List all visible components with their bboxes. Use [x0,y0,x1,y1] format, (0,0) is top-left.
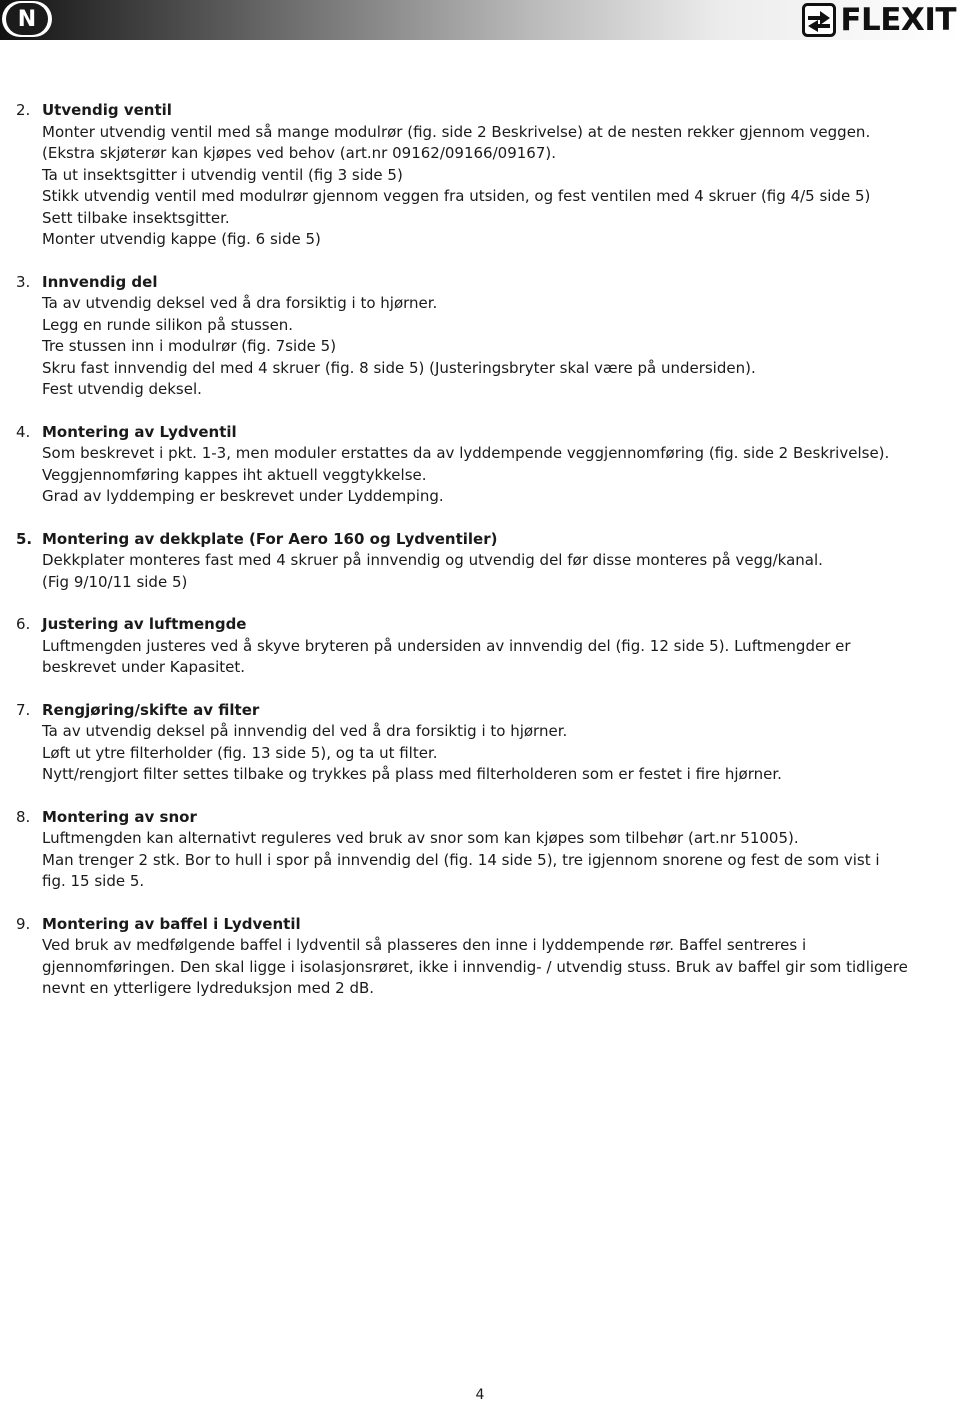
body-line: Ta av utvendig deksel på innvendig del ved å dra forsiktig i to hjørner. [42,722,568,740]
body-line: Luftmengden justeres ved å skyve bryteren på undersiden av innvendig del (fig. 12 side 5). Luftmengder er [42,636,851,655]
section-title: Montering av snor [42,807,197,826]
flexit-arrow-logo-icon [802,3,836,37]
body-line: Tre stussen inn i modulrør (fig. 7side 5) [42,337,337,355]
body-line: (Ekstra skjøterør kan kjøpes ved behov (art.nr 09162/09166/09167). [42,144,556,162]
body-line: Dekkplater monteres fast med 4 skruer på innvendig og utvendig del før disse monteres på vegg/kanal. [42,551,823,569]
body-line: Monter utvendig kappe (fig. 6 side 5) [42,230,321,248]
section-number: 4. [16,422,31,441]
page-number: 4 [475,1387,485,1403]
section-rengjoring-filter [16,700,956,786]
section-heading [16,422,956,444]
body-line: fig. 15 side 5. [42,872,145,890]
flexit-logo [802,3,956,37]
section-title: Justering av luftmengde [42,615,247,633]
body-line: Sett tilbake insektsgitter. [42,208,230,227]
section-title: Montering av baffel i Lydventil [42,914,301,933]
language-badge [2,1,52,37]
body-line: Ta ut insektsgitter i utvendig ventil (fig 3 side 5) [42,165,403,184]
body-line: (Fig 9/10/11 side 5) [42,572,188,591]
body-line: Ved bruk av medfølgende baffel i lydventil så plasseres den inne i lyddempende rør. Baffel sentreres i [42,936,807,954]
section-utvendig-ventil [16,100,956,251]
body-line: Stikk utvendig ventil med modulrør gjennom veggen fra utsiden, og fest ventilen med 4 skruer (fig 4/5 side 5) [42,187,871,205]
section-montering-baffel [16,914,956,1000]
section-heading [16,614,956,636]
section-title: Montering av Lydventil [42,422,237,441]
logo-text: FLEXIT [840,2,956,38]
header-bar [0,0,960,40]
section-number: 9. [16,914,31,933]
section-heading [16,529,956,551]
section-heading [16,100,956,122]
body-line: Som beskrevet i pkt. 1-3, men moduler erstattes da av lyddempende veggjennomføring (fig. side 2 Beskrivelse). [42,444,890,462]
section-title: Innvendig del [42,272,158,291]
section-title: Montering av dekkplate (For Aero 160 og Lydventiler) [42,529,498,548]
body-line: Løft ut ytre filterholder (fig. 13 side 5), og ta ut filter. [42,743,438,762]
body-line: Legg en runde silikon på stussen. [42,315,294,334]
body-line: Fest utvendig deksel. [42,380,202,398]
body-line: Nytt/rengjort filter settes tilbake og trykkes på plass med filterholderen som er festet i fire hjørner. [42,765,782,783]
body-line: Veggjennomføring kappes iht aktuell veggtykkelse. [42,465,427,484]
body-line: Monter utvendig ventil med så mange modulrør (fig. side 2 Beskrivelse) at de nesten rekker gjennom veggen. [42,122,871,141]
language-badge-label: N [6,3,48,35]
body-line: Skru fast innvendig del med 4 skruer (fig. 8 side 5) (Justeringsbryter skal være på undersiden). [42,358,756,377]
body-line: Ta av utvendig deksel ved å dra forsiktig i to hjørner. [42,294,438,312]
section-heading [16,700,956,722]
section-number: 5. [16,529,33,548]
document-body [16,100,956,1021]
body-line: gjennomføringen. Den skal ligge i isolasjonsrøret, ikke i innvendig- / utvendig stuss. Bruk av baffel gir som tidligere [42,957,908,976]
section-heading [16,272,956,294]
section-montering-dekkplate [16,529,956,594]
section-innvendig-del [16,272,956,401]
body-line: Luftmengden kan alternativt reguleres ved bruk av snor som kan kjøpes som tilbehør (art.nr 51005). [42,829,799,847]
body-line: Man trenger 2 stk. Bor to hull i spor på innvendig del (fig. 14 side 5), tre igjennom snorene og fest de som vist i [42,850,880,869]
section-montering-snor [16,807,956,893]
section-number: 7. [16,700,31,719]
section-number: 8. [16,807,31,826]
section-montering-lydventil [16,422,956,508]
section-heading [16,914,956,936]
body-line: nevnt en ytterligere lydreduksjon med 2 dB. [42,979,375,997]
section-title: Rengjøring/skifte av filter [42,700,260,719]
section-number: 2. [16,101,31,119]
body-line: Grad av lyddemping er beskrevet under Lyddemping. [42,487,444,505]
section-number: 3. [16,272,31,291]
section-justering-luftmengde [16,614,956,679]
body-line: beskrevet under Kapasitet. [42,658,245,676]
section-title: Utvendig ventil [42,101,172,119]
section-heading [16,807,956,829]
section-number: 6. [16,615,31,633]
